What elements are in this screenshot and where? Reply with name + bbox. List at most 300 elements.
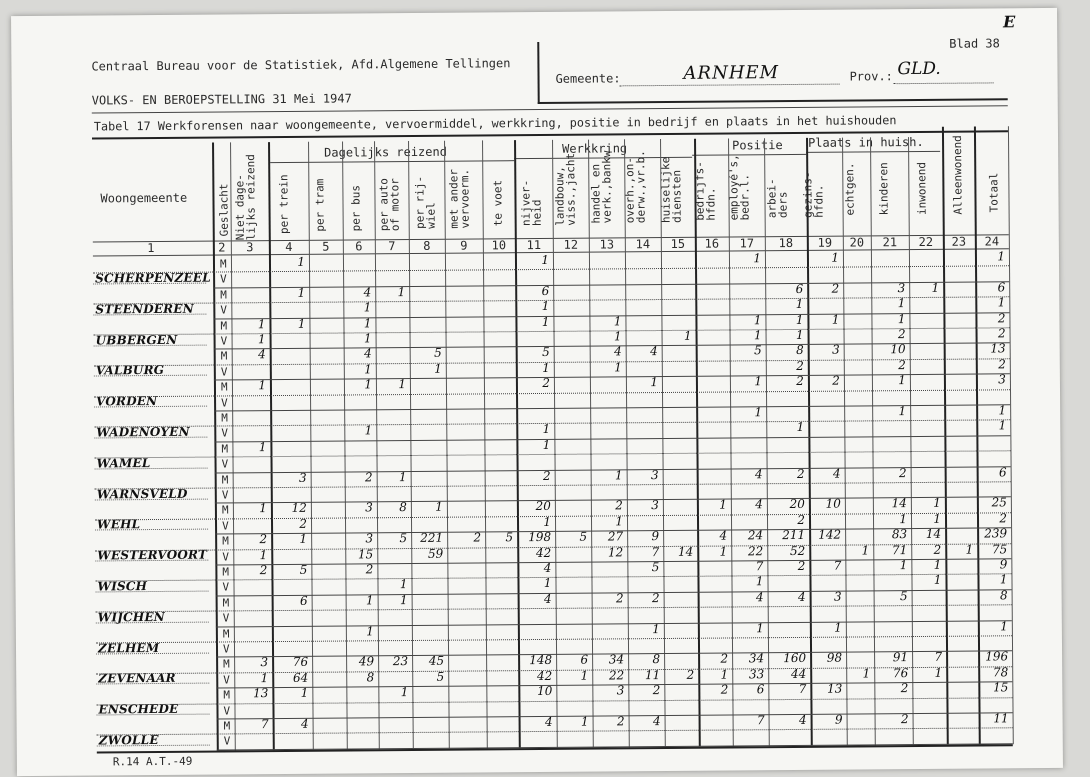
table-cell: 14	[925, 527, 942, 542]
column-line	[552, 140, 558, 748]
column-number: 24	[984, 234, 1000, 249]
table-cell: 1	[999, 572, 1008, 587]
table-cell: 8	[999, 588, 1008, 603]
woongemeente-name: ENSCHEDE	[98, 702, 213, 717]
table-cell: 1	[933, 557, 942, 572]
table-cell: 83	[891, 527, 908, 542]
table-cell: 3	[650, 467, 659, 482]
table-cell: 1	[615, 514, 624, 529]
column-grid	[11, 8, 1057, 16]
table-cell: 59	[427, 546, 444, 561]
prov-label: Prov.:	[849, 69, 893, 84]
table-cell: 1	[398, 377, 406, 392]
col-header-trein: per trein	[277, 174, 291, 235]
table-cell: 2	[898, 357, 906, 372]
table-cell: 27	[607, 529, 624, 544]
table-cell: 1	[795, 297, 804, 312]
column-number: 10	[491, 238, 507, 253]
table-cell: 1	[650, 375, 658, 390]
table-cell: 3	[365, 531, 374, 546]
table-cell: 14	[891, 496, 907, 511]
table-cell: 10	[890, 342, 906, 357]
table-cell: 9	[999, 557, 1008, 572]
woongemeente-name: WEHL	[97, 517, 212, 532]
table-cell: 2	[797, 558, 806, 573]
table-cell: 1	[719, 544, 728, 559]
geslacht-m: M	[222, 565, 230, 579]
table-cell: 1	[997, 249, 1006, 264]
table-cell: 2	[616, 714, 625, 729]
table-cell: 4	[719, 528, 728, 543]
column-line	[764, 138, 770, 746]
table-cell: 78	[992, 665, 1009, 680]
table-cell: 6	[299, 593, 308, 608]
col-header-gezinshfdn: gezins- hfdn.	[801, 171, 826, 218]
woongemeente-name: STEENDEREN	[95, 301, 210, 316]
table-cell: 6	[541, 283, 550, 298]
column-line	[482, 140, 488, 748]
table-cell: 1	[795, 327, 804, 342]
column-number: 3	[246, 240, 254, 255]
group-plaats: Plaats in huish.	[807, 134, 924, 150]
geslacht-v: V	[223, 734, 231, 748]
table-cell: 4	[754, 466, 763, 481]
table-cell: 22	[608, 668, 625, 683]
table-cell: 1	[1000, 618, 1008, 633]
geslacht-m: M	[220, 288, 227, 302]
table-cell: 1	[998, 403, 1007, 418]
title-rule-top	[92, 105, 1008, 113]
column-number: 13	[599, 237, 615, 252]
table-cell: 4	[543, 560, 552, 575]
census-title: VOLKS- EN BEROEPSTELLING 31 Mei 1947	[91, 91, 352, 108]
table-cell: 1	[753, 251, 762, 266]
group-dagelijks: Dagelijks reizend	[324, 144, 447, 160]
geslacht-v: V	[222, 550, 229, 564]
table-cell: 196	[985, 649, 1009, 664]
table-cell: 52	[789, 543, 806, 558]
table-cell: 1	[258, 378, 266, 393]
column-number: 17	[739, 236, 755, 251]
column-number: 2	[218, 240, 226, 255]
geslacht-v: V	[223, 704, 231, 718]
table-cell: 7	[934, 650, 943, 665]
table-cell: 1	[756, 620, 764, 635]
table-cell: 4	[755, 497, 763, 512]
header-divider	[537, 42, 539, 104]
table-cell: 198	[528, 530, 552, 545]
geslacht-v: V	[221, 426, 228, 440]
corner-letter: E	[1003, 12, 1016, 32]
table-cell: 1	[399, 577, 408, 592]
table-cell: 1	[831, 250, 840, 265]
table-cell: 1	[754, 405, 763, 420]
col-header-bus: per bus	[349, 185, 363, 232]
geslacht-m: M	[220, 349, 228, 363]
table-cell: 2	[615, 498, 623, 513]
table-cell: 1	[933, 573, 942, 588]
table-cell: 2	[652, 683, 661, 698]
column-number: 9	[460, 238, 468, 253]
table-cell: 2	[686, 667, 695, 682]
column-number: 19	[817, 235, 833, 250]
woongemeente-name: VORDEN	[96, 394, 211, 409]
table-cell: 2	[900, 681, 909, 696]
table-cell: 91	[892, 650, 909, 665]
col-header-inwonend: inwonend	[915, 161, 929, 216]
table-cell: 4	[832, 466, 841, 481]
table-cell: 13	[827, 681, 843, 696]
table-cell: 8	[795, 343, 804, 358]
table-cell: 1	[542, 422, 551, 437]
table-cell: 2	[365, 562, 374, 577]
table-cell: 1	[435, 500, 443, 515]
table-cell: 2	[998, 357, 1006, 372]
group-underline-plaats	[806, 151, 940, 153]
table-cell: 1	[542, 437, 551, 452]
column-number: 16	[704, 236, 720, 251]
table-cell: 2	[299, 516, 308, 531]
table-cell: 1	[897, 296, 906, 311]
table-cell: 6	[795, 281, 804, 296]
table-cell: 2	[831, 281, 840, 296]
table-cell: 7	[651, 544, 660, 559]
table-cell: 34	[748, 651, 765, 666]
col-header-rijwiel: per rij- wiel	[413, 175, 438, 229]
woongemeente-name: WADENOYEN	[96, 425, 211, 440]
table-cell: 2	[542, 468, 551, 483]
column-line	[408, 141, 414, 749]
table-cell: 24	[747, 528, 764, 543]
table-cell: 1	[366, 623, 374, 638]
table-cell: 10	[825, 497, 841, 512]
col-header-auto: per auto of motor	[377, 178, 402, 232]
table-cell: 15	[357, 546, 374, 562]
column-number: 20	[849, 235, 865, 250]
geslacht-m: M	[223, 688, 231, 702]
table-cell: 1	[260, 670, 269, 685]
gemeente-underline	[620, 84, 840, 87]
geslacht-m: M	[222, 596, 230, 610]
table-cell: 8	[652, 652, 661, 667]
column-number: 18	[778, 235, 794, 251]
table-cell: 2	[720, 682, 729, 697]
col-header-kinderen: kinderen	[877, 162, 891, 216]
table-cell: 5	[753, 343, 762, 358]
table-cell: 1	[652, 621, 660, 636]
table-cell: 2	[797, 512, 806, 527]
table-cell: 49	[358, 654, 375, 669]
table-cell: 1	[257, 332, 266, 347]
geslacht-m: M	[223, 719, 231, 733]
column-number: 7	[388, 239, 396, 254]
table-cell: 8	[366, 670, 375, 685]
table-cell: 1	[613, 329, 622, 344]
column-number: 22	[918, 234, 934, 249]
table-cell: 5	[651, 560, 660, 575]
geslacht-m: M	[221, 411, 228, 425]
woongemeente-name: SCHERPENZEEL	[95, 270, 211, 286]
table-cell: 76	[292, 655, 309, 670]
form-code: R.14 A.T.-49	[112, 754, 193, 769]
table-cell: 12	[291, 501, 307, 516]
woongemeente-name: ZWOLLE	[99, 733, 214, 748]
table-cell: 7	[833, 558, 842, 573]
table-cell: 1	[898, 373, 906, 388]
table-cell: 9	[651, 529, 660, 544]
table-cell: 1	[933, 511, 942, 526]
table-cell: 1	[754, 374, 762, 389]
table-cell: 2	[796, 358, 804, 373]
geslacht-m: M	[222, 534, 229, 548]
geslacht-v: V	[221, 457, 229, 471]
col-header-nijverheid: nijver- heid	[519, 179, 544, 227]
table-cell: 1	[259, 547, 268, 562]
table-cell: 1	[831, 312, 840, 327]
table-cell: 142	[818, 527, 842, 542]
table-cell: 2	[897, 327, 906, 342]
geslacht-m: M	[219, 257, 227, 271]
table-cell: 20	[789, 497, 805, 512]
table-cell: 239	[984, 526, 1008, 541]
column-number: 4	[285, 239, 293, 254]
geslacht-v: V	[223, 673, 230, 687]
table-cell: 2	[832, 373, 840, 388]
geslacht-v: V	[220, 365, 228, 379]
table-cell: 4	[363, 285, 372, 300]
table-cell: 1	[363, 300, 372, 315]
table-cell: 1	[400, 685, 409, 700]
table-cell: 4	[649, 344, 658, 359]
col-header-niet-dagelijks: Niet dage- lijks reizend	[233, 154, 258, 241]
col-header-bedrijfshfdn: bedrijfs- hfdn.	[693, 161, 718, 221]
row-rule	[216, 620, 1012, 627]
table-cell: 44	[790, 666, 807, 681]
table-cell: 1	[259, 501, 267, 516]
column-number: 11	[526, 237, 542, 253]
gemeente-label: Gemeente:	[555, 71, 621, 86]
column-number: 1	[147, 241, 155, 256]
prov-value: GLD.	[897, 58, 941, 80]
col-header-voet: te voet	[491, 179, 505, 227]
table-cell: 75	[991, 541, 1008, 557]
table-cell: 1	[580, 714, 589, 729]
geslacht-m: M	[221, 442, 229, 456]
table-cell: 3	[616, 683, 625, 698]
table-cell: 1	[614, 467, 623, 482]
table-cell: 1	[541, 299, 550, 314]
table-cell: 1	[861, 542, 870, 558]
table-cell: 98	[826, 651, 843, 666]
table-cell: 2	[651, 590, 660, 605]
table-cell: 3	[998, 372, 1006, 387]
table-cell: 4	[798, 712, 807, 727]
prov-underline	[894, 82, 994, 84]
table-cell: 1	[542, 360, 550, 375]
woongemeente-name: UBBERGEN	[96, 332, 211, 347]
table-cell: 3	[897, 280, 906, 295]
geslacht-v: V	[220, 334, 228, 348]
table-cell: 5	[579, 529, 588, 544]
table-cell: 2	[997, 326, 1006, 341]
row-rule	[214, 435, 1010, 442]
table-cell: 1	[720, 667, 729, 682]
col-header-handel: handel en verk.,bankw	[589, 150, 614, 224]
table-cell: 1	[580, 668, 589, 683]
table-cell: 4	[652, 714, 661, 729]
table-cell: 5	[399, 531, 408, 546]
col-header-employes: employé's, bedr.l.	[727, 154, 752, 221]
table-cell: 2	[473, 530, 482, 545]
table-cell: 1	[299, 531, 308, 547]
table-cell: 2	[796, 466, 805, 481]
table-cell: 2	[898, 465, 907, 480]
table-cell: 15	[992, 680, 1009, 695]
table-cell: 1	[998, 418, 1007, 433]
table-cell: 4	[797, 589, 806, 604]
table-cell: 6	[998, 464, 1007, 479]
col-header-huiselijke: huiselijke diensten	[659, 156, 684, 224]
table-cell: 1	[297, 285, 306, 300]
geslacht-m: M	[220, 319, 228, 333]
table-cell: 1	[796, 420, 805, 435]
col-header-totaal: Totaal	[987, 172, 1001, 213]
group-underline-dagelijks	[270, 160, 514, 163]
geslacht-v: V	[221, 396, 228, 410]
table-cell: 2	[259, 563, 268, 578]
group-positie: Positie	[732, 138, 783, 153]
geslacht-m: M	[222, 627, 230, 641]
table-cell: 160	[783, 651, 807, 666]
table-cell: 1	[614, 360, 622, 375]
table-cell: 6	[580, 652, 589, 668]
table-cell: 2	[933, 542, 942, 557]
table-cell: 2	[542, 376, 550, 391]
table-cell: 13	[990, 341, 1006, 356]
table-cell: 42	[535, 545, 552, 560]
woongemeente-name: WESTERVOORT	[97, 548, 212, 563]
table-cell: 1	[363, 315, 372, 330]
table-cell: 10	[537, 684, 553, 699]
column-line	[660, 139, 666, 747]
column-number: 8	[423, 238, 431, 253]
table-cell: 25	[991, 495, 1007, 510]
table-cell: 1	[931, 280, 940, 295]
geslacht-m: M	[221, 473, 229, 487]
table-cell: 1	[541, 314, 550, 329]
geslacht-v: V	[220, 272, 227, 286]
table-cell: 3	[298, 470, 307, 485]
table-cell: 1	[683, 328, 692, 343]
table-cell: 1	[543, 576, 552, 591]
table-cell: 14	[677, 544, 694, 559]
table-cell: 45	[428, 654, 445, 669]
geslacht-m: M	[220, 380, 228, 394]
col-header-geslacht: Geslacht	[217, 183, 231, 237]
table-cell: 7	[798, 682, 807, 697]
table-cell: 5	[299, 562, 308, 577]
table-cell: 76	[892, 665, 909, 681]
table-cell: 1	[965, 542, 974, 557]
table-cell: 1	[834, 620, 842, 635]
table-cell: 1	[258, 439, 267, 454]
table-cell: 4	[258, 347, 266, 362]
column-line	[308, 142, 314, 750]
geslacht-v: V	[220, 303, 228, 317]
sheet-number: Blad 38	[949, 36, 1000, 51]
geslacht-v: V	[222, 611, 230, 625]
table-cell: 1	[399, 592, 408, 607]
census-form-sheet	[11, 8, 1063, 776]
header-rule	[538, 98, 1008, 104]
table-cell: 1	[862, 666, 871, 681]
table-cell: 9	[834, 712, 843, 727]
table-cell: 1	[257, 316, 266, 331]
table-cell: 1	[934, 665, 943, 680]
column-line	[870, 137, 876, 745]
table-cell: 33	[748, 667, 765, 682]
table-cell: 1	[398, 469, 407, 484]
table-cell: 5	[436, 669, 445, 684]
table-cell: 6	[997, 280, 1006, 295]
col-header-tram: per tram	[313, 178, 327, 232]
col-header-alleenwonend: Alleenwonend	[950, 135, 965, 215]
woongemeente-name: ZEVENAAR	[98, 671, 213, 686]
table-cell: 2	[900, 712, 909, 727]
column-line	[444, 141, 450, 749]
table-cell: 1	[719, 497, 727, 512]
col-header-landbouw: landbouw, viss.,jacht	[553, 152, 578, 226]
woongemeente-name: VALBURG	[96, 363, 211, 378]
geslacht-v: V	[222, 642, 230, 656]
table-cell: 1	[300, 685, 309, 701]
table-cell: 5	[433, 346, 442, 361]
geslacht-m: M	[223, 657, 230, 671]
table-cell: 211	[782, 528, 806, 543]
table-cell: 1	[795, 312, 804, 327]
table-cell: 7	[756, 713, 765, 728]
table-cell: 1	[397, 284, 406, 299]
table-cell: 5	[541, 345, 550, 360]
table-cell: 7	[755, 559, 764, 574]
column-line	[588, 140, 594, 748]
table-cell: 1	[364, 423, 373, 438]
table-cell: 2	[364, 469, 373, 484]
column-number: 15	[670, 236, 686, 251]
column-number: 12	[563, 237, 579, 252]
table-cell: 71	[891, 542, 908, 557]
table-cell: 1	[753, 312, 762, 327]
table-cell: 34	[608, 652, 625, 667]
column-line	[624, 139, 630, 747]
table-cell: 2	[615, 591, 624, 606]
table-cell: 1	[753, 328, 762, 343]
table-title: Tabel 17 Werkforensen naar woongemeente, vervoermiddel, werkkring, positie in bedrijf en plaats in het huishouden	[93, 113, 897, 134]
table-cell: 1	[997, 295, 1006, 310]
table-cell: 1	[364, 362, 372, 377]
table-cell: 1	[297, 254, 306, 269]
table-cell: 4	[363, 346, 372, 361]
table-cell: 3	[260, 655, 269, 670]
table-cell: 1	[897, 311, 906, 326]
geslacht-v: V	[221, 519, 229, 533]
table-cell: 64	[292, 670, 309, 685]
table-cell: 13	[253, 686, 269, 701]
table-cell: 1	[297, 316, 306, 331]
table-cell: 1	[613, 313, 622, 328]
table-cell: 221	[420, 530, 444, 546]
table-cell: 6	[756, 682, 765, 697]
